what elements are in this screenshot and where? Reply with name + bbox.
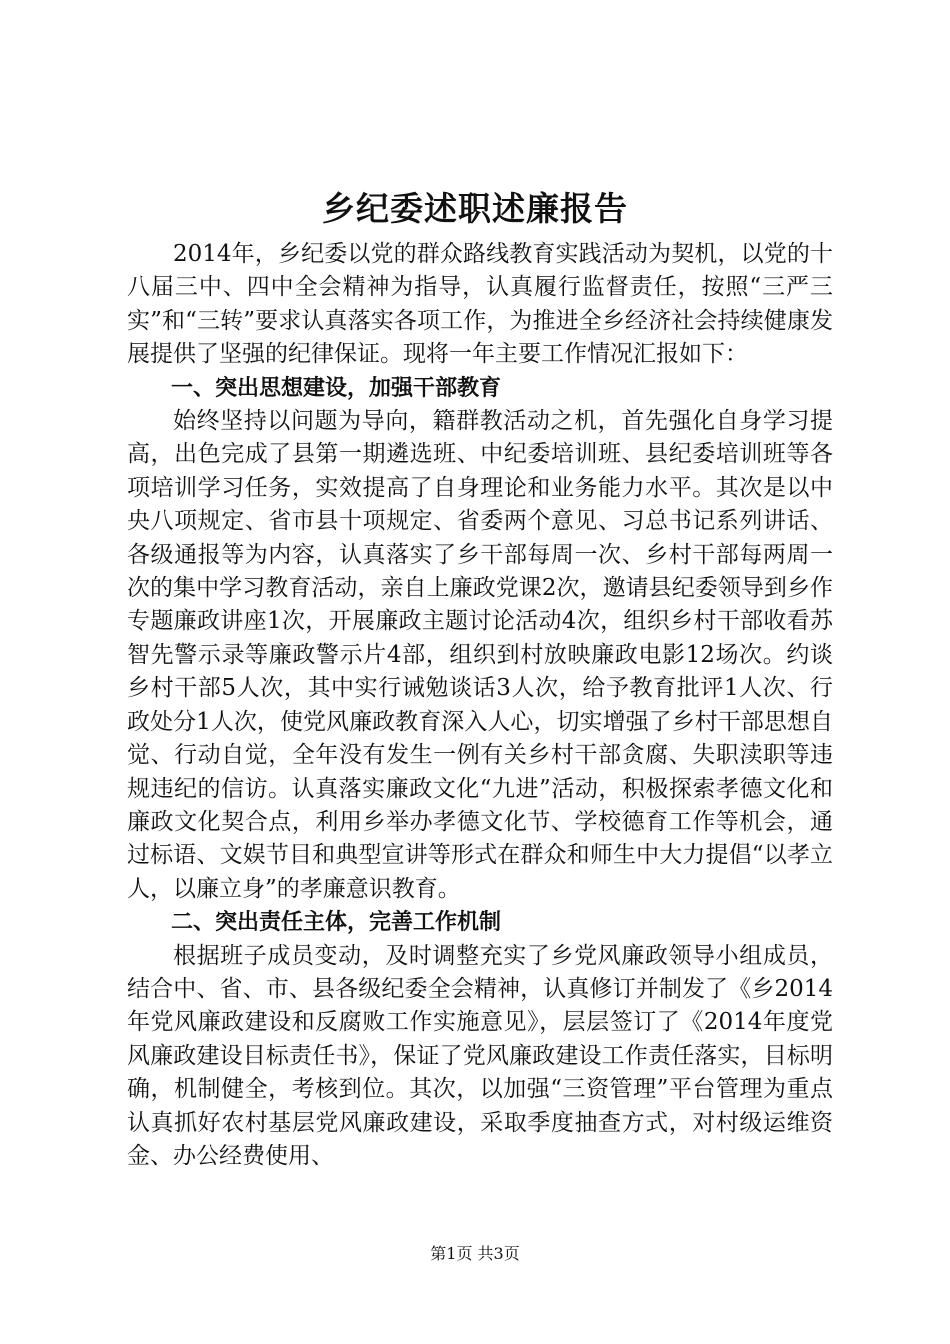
document-title: 乡纪委述职述廉报告 (322, 189, 628, 228)
page-footer: 第1页 共3页 (430, 1244, 520, 1263)
document-body (127, 238, 833, 1173)
section-2-heading: 二、突出责任主体，完善工作机制 (171, 910, 502, 936)
intro-paragraph: 2014年，乡纪委以党的群众路线教育实践活动为契机，以党的十八届三中、四中全会精神为指导，认真履行监督责任，按照“三严三实”和“三转”要求认真落实各项工作，为推进全乡经济社会持续健康发展提供了坚强的纪律保证。现将一年主要工作情况汇报如下： (127, 241, 833, 368)
section-1-heading: 一、突出思想建设，加强干部教育 (171, 375, 502, 401)
section-2-paragraph: 根据班子成员变动，及时调整充实了乡党风廉政领导小组成员，结合中、省、市、县各级纪委全会精神，认真修订并制发了《乡2014年党风廉政建设和反腐败工作实施意见》，层层签订了《2014年度党风廉政建设目标责任书》，保证了党风廉政建设工作责任落实，目标明确，机制健全，考核到位。其次，以加强“三资管理”平台管理为重点认真抓好农村基层党风廉政建设，采取季度抽查方式，对村级运维资金、办公经费使用、 (127, 942, 833, 1169)
section-1-paragraph: 始终坚持以问题为导向，籍群教活动之机，首先强化自身学习提高，出色完成了县第一期遴选班、中纪委培训班、县纪委培训班等各项培训学习任务，实效提高了自身理论和业务能力水平。其次是以中央八项规定、省市县十项规定、省委两个意见、习总书记系列讲话、各级通报等为内容，认真落实了乡干部每周一次、乡村干部每两周一次的集中学习教育活动，亲自上廉政党课2次，邀请县纪委领导到乡作专题廉政讲座1次，开展廉政主题讨论活动4次，组织乡村干部收看苏智先警示录等廉政警示片4部，组织到村放映廉政电影12场次。约谈乡村干部5人次，其中实行诫勉谈话3人次，给予教育批评1人次、行政处分1人次，使党风廉政教育深入人心，切实增强了乡村干部思想自觉、行动自觉，全年没有发生一例有关乡村干部贪腐、失职渎职等违规违纪的信访。认真落实廉政文化“九进”活动，积极探索孝德文化和廉政文化契合点，利用乡举办孝德文化节、学校德育工作等机会，通过标语、文娱节目和典型宣讲等形式在群众和师生中大力提倡“以孝立人，以廉立身”的孝廉意识教育。 (127, 408, 833, 902)
